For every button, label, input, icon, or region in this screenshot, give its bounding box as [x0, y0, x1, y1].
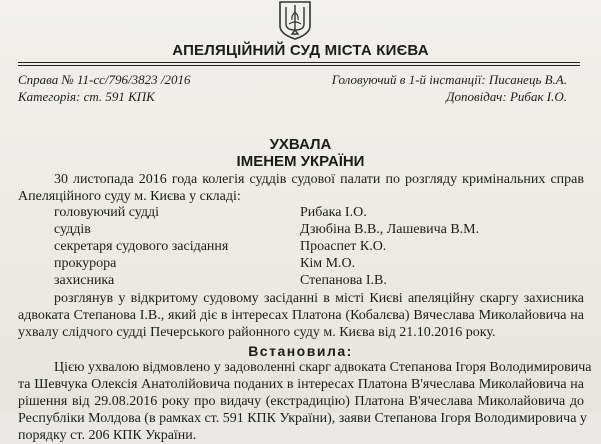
- trident-emblem-icon: [276, 0, 314, 40]
- document-title: УХВАЛА: [269, 136, 332, 153]
- established-line-5: порядку ст. 206 КПК України.: [18, 428, 197, 443]
- considered-line-2: адвоката Степанова І.В., який діє в інтересах Платона (Кобалєва) Вячеслава Миколайовича на: [18, 308, 584, 323]
- established-line-4: Республіки Молдова (в рамках ст. 591 КПК України), заяви Степанова Ігоря Володимировича у: [18, 411, 587, 426]
- panel-name: Кім М.О.: [300, 256, 356, 271]
- considered-line-1: розглянув у відкритому судовому засіданні в місті Києві апеляційну скаргу захисника: [54, 291, 584, 306]
- case-number: Справа № 11-сс/796/3823 /2016: [18, 72, 191, 87]
- document-subtitle: ІМЕНЕМ УКРАЇНИ: [236, 153, 365, 170]
- header-rule-top: [18, 62, 580, 63]
- panel-role: захисника: [54, 273, 115, 288]
- panel-name: Дзюбіна В.В., Лашевича В.М.: [300, 222, 480, 237]
- panel-role: головуючий судді: [54, 205, 160, 220]
- panel-role: секретаря судового засідання: [54, 239, 229, 254]
- rapporteur: Доповідач: Рибак І.О.: [446, 89, 567, 104]
- presiding-judge-first-instance: Головуючий в 1-й інстанції: Писанець В.А.: [331, 72, 567, 87]
- intro-line-1: 30 листопада 2016 года колегія суддів судової палати по розгляду кримінальних справ: [54, 172, 584, 187]
- panel-role: суддів: [54, 222, 91, 237]
- established-line-3: рішення від 29.08.2016 року про видачу (екстрадицію) Платона В'ячеслава Миколайовича до: [18, 394, 584, 409]
- header-rule-bottom: [18, 65, 580, 66]
- considered-line-3: ухвалу слідчого судді Печерського районного суду м. Києва від 21.10.2016 року.: [18, 325, 496, 340]
- case-category: Категорія: ст. 591 КПК: [18, 89, 155, 104]
- established-line-2: та Шевчука Олексія Анатолійовича поданих в інтересах Платона В'ячеслава Миколайовича на: [18, 377, 584, 392]
- panel-role: прокурора: [54, 256, 117, 271]
- intro-line-2: Апеляційного суду м. Києва у складі:: [18, 189, 241, 204]
- panel-name: Проаспет К.О.: [300, 239, 387, 254]
- established-heading: Встановила:: [248, 343, 353, 359]
- established-line-1: Цією ухвалою відмовлено у задоволенні скарг адвоката Степанова Ігоря Володимировича: [54, 360, 592, 375]
- panel-name: Рибака І.О.: [300, 205, 367, 220]
- panel-name: Степанова І.В.: [300, 273, 387, 288]
- court-name: АПЕЛЯЦІЙНИЙ СУД МІСТА КИЄВА: [172, 42, 429, 59]
